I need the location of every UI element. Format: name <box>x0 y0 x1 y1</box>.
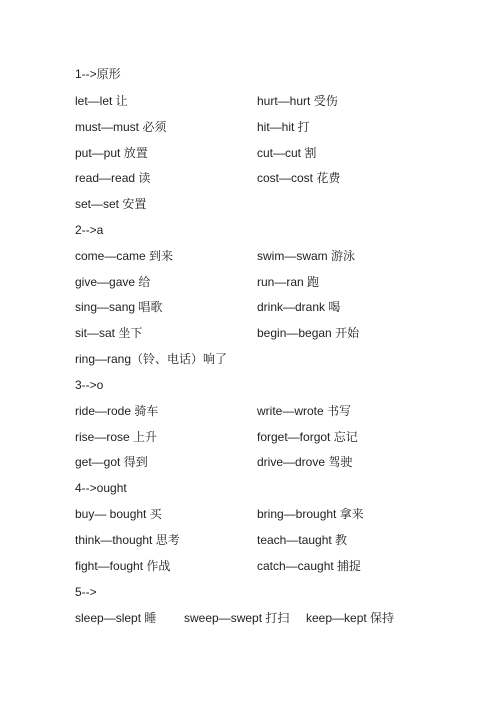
verb-entry: keep—kept 保持 <box>306 611 395 625</box>
verb-entry: let—let 让 <box>75 94 128 108</box>
verb-entry: ring—rang（铃、电话）响了 <box>75 352 228 366</box>
verb-entry: run—ran 跑 <box>257 275 320 289</box>
verb-entry: read—read 读 <box>75 171 151 185</box>
verb-entry: drive—drove 驾驶 <box>257 455 353 469</box>
verb-entry: buy— bought 买 <box>75 507 162 521</box>
verb-entry: begin—began 开始 <box>257 326 360 340</box>
verb-entry: come—came 到来 <box>75 249 174 263</box>
section-heading-2: 2-->a <box>75 223 104 237</box>
verb-entry: cost—cost 花费 <box>257 171 341 185</box>
verb-entry: hit—hit 打 <box>257 120 310 134</box>
verb-entry: sit—sat 坐下 <box>75 326 143 340</box>
verb-entry: swim—swam 游泳 <box>257 249 355 263</box>
verb-entry: cut—cut 割 <box>257 146 317 160</box>
verb-entry: write—wrote 书写 <box>257 404 352 418</box>
verb-entry: sweep—swept 打扫 <box>184 611 290 625</box>
verb-entry: put—put 放置 <box>75 146 148 160</box>
verb-entry: get—got 得到 <box>75 455 148 469</box>
verb-entry: think—thought 思考 <box>75 533 180 547</box>
verb-entry: forget—forgot 忘记 <box>257 430 358 444</box>
verb-entry: ride—rode 骑车 <box>75 404 159 418</box>
section-heading-1: 1-->原形 <box>75 67 121 81</box>
verb-entry: give—gave 给 <box>75 275 151 289</box>
verb-entry: rise—rose 上升 <box>75 430 158 444</box>
verb-entry: hurt—hurt 受伤 <box>257 94 338 108</box>
verb-entry: sleep—slept 睡 <box>75 611 157 625</box>
verb-entry: must—must 必须 <box>75 120 167 134</box>
verb-entry: teach—taught 教 <box>257 533 348 547</box>
section-heading-3: 3-->o <box>75 378 104 392</box>
verb-entry: drink—drank 喝 <box>257 300 341 314</box>
verb-entry: catch—caught 捕捉 <box>257 559 362 573</box>
verb-entry: set—set 安置 <box>75 197 147 211</box>
verb-entry: fight—fought 作战 <box>75 559 171 573</box>
verb-entry: sing—sang 唱歌 <box>75 300 163 314</box>
section-heading-5: 5--> <box>75 585 97 599</box>
section-heading-4: 4-->ought <box>75 481 127 495</box>
verb-entry: bring—brought 拿来 <box>257 507 364 521</box>
